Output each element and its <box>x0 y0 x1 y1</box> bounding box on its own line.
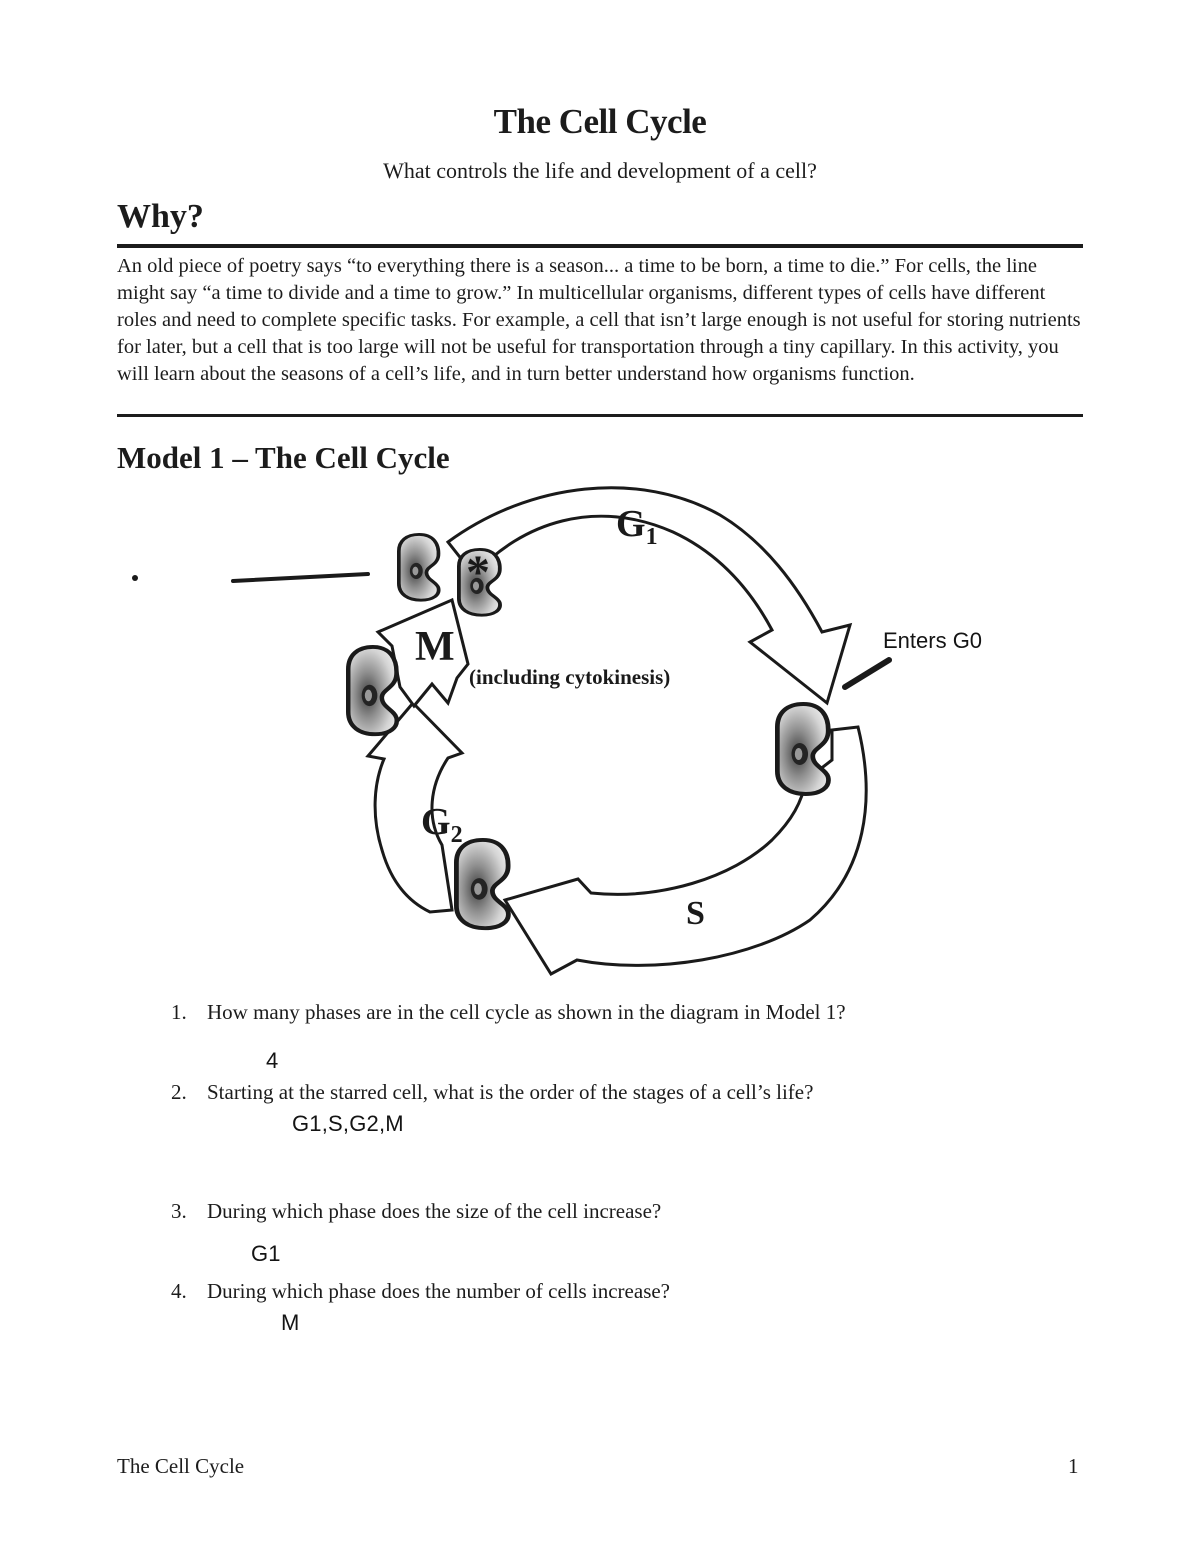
question-text: During which phase does the number of cells increase? <box>207 1279 671 1303</box>
pen-dot <box>132 575 138 581</box>
question-3 <box>171 1199 1091 1224</box>
answer-1: 4 <box>266 1048 279 1073</box>
label-g2: $G_2$ <box>421 801 463 848</box>
question-2 <box>171 1080 1091 1105</box>
question-text: How many phases are in the cell cycle as shown in the diagram in Model 1? <box>207 1000 846 1024</box>
divider-top <box>117 244 1083 248</box>
question-text: During which phase does the size of the cell increase? <box>207 1199 662 1223</box>
page-subtitle: What controls the life and development of a cell? <box>383 158 817 183</box>
question-4 <box>171 1279 1091 1304</box>
question-number: 4. <box>171 1279 187 1303</box>
answer-4: M <box>281 1310 300 1335</box>
question-text: Starting at the starred cell, what is the order of the stages of a cell’s life? <box>207 1080 814 1104</box>
question-1 <box>171 1000 1091 1025</box>
daughter-cell-top <box>399 534 439 600</box>
label-m-note: (including cytokinesis) <box>469 665 671 689</box>
enters-g0-pointer-line <box>845 660 889 687</box>
why-heading: Why? <box>117 198 204 235</box>
label-g1: $G_1$ <box>616 503 658 550</box>
label-m: M <box>415 624 455 670</box>
question-number: 1. <box>171 1000 187 1024</box>
question-number: 2. <box>171 1080 187 1104</box>
answer-2: G1,S,G2,M <box>292 1111 404 1136</box>
pen-line <box>233 574 368 581</box>
why-paragraph: An old piece of poetry says “to everything there is a season... a time to be born, a time to die.” For cells, the line might say “a time to divide and a time to grow.” In multicellular organisms, different types of cells have different roles and need to complete specific tasks. For example, a cell that isn’t large enough is not useful for storing nutrients for later, but a cell that is too large will not be useful for transportation through a tiny capillary. In this activity, you will learn about the seasons of a cell’s life, and in turn better understand how organisms function. <box>117 255 1081 385</box>
question-number: 3. <box>171 1199 187 1223</box>
bottom-cell-s-to-g2 <box>456 840 508 928</box>
footer-page-number: 1 <box>1068 1454 1079 1478</box>
model-heading: Model 1 – The Cell Cycle <box>117 440 450 475</box>
left-cell-g2-to-m <box>348 647 397 734</box>
divider-bottom <box>117 414 1083 417</box>
answer-3: G1 <box>251 1241 281 1266</box>
page-title: The Cell Cycle <box>493 102 707 141</box>
right-cell-g1-to-s <box>777 704 828 794</box>
cell-cycle-diagram <box>0 478 1200 993</box>
footer-document-title: The Cell Cycle <box>117 1454 245 1478</box>
label-s: S <box>686 895 705 932</box>
annotation-enters-g0: Enters G0 <box>883 628 983 653</box>
star-icon: * <box>466 546 490 599</box>
